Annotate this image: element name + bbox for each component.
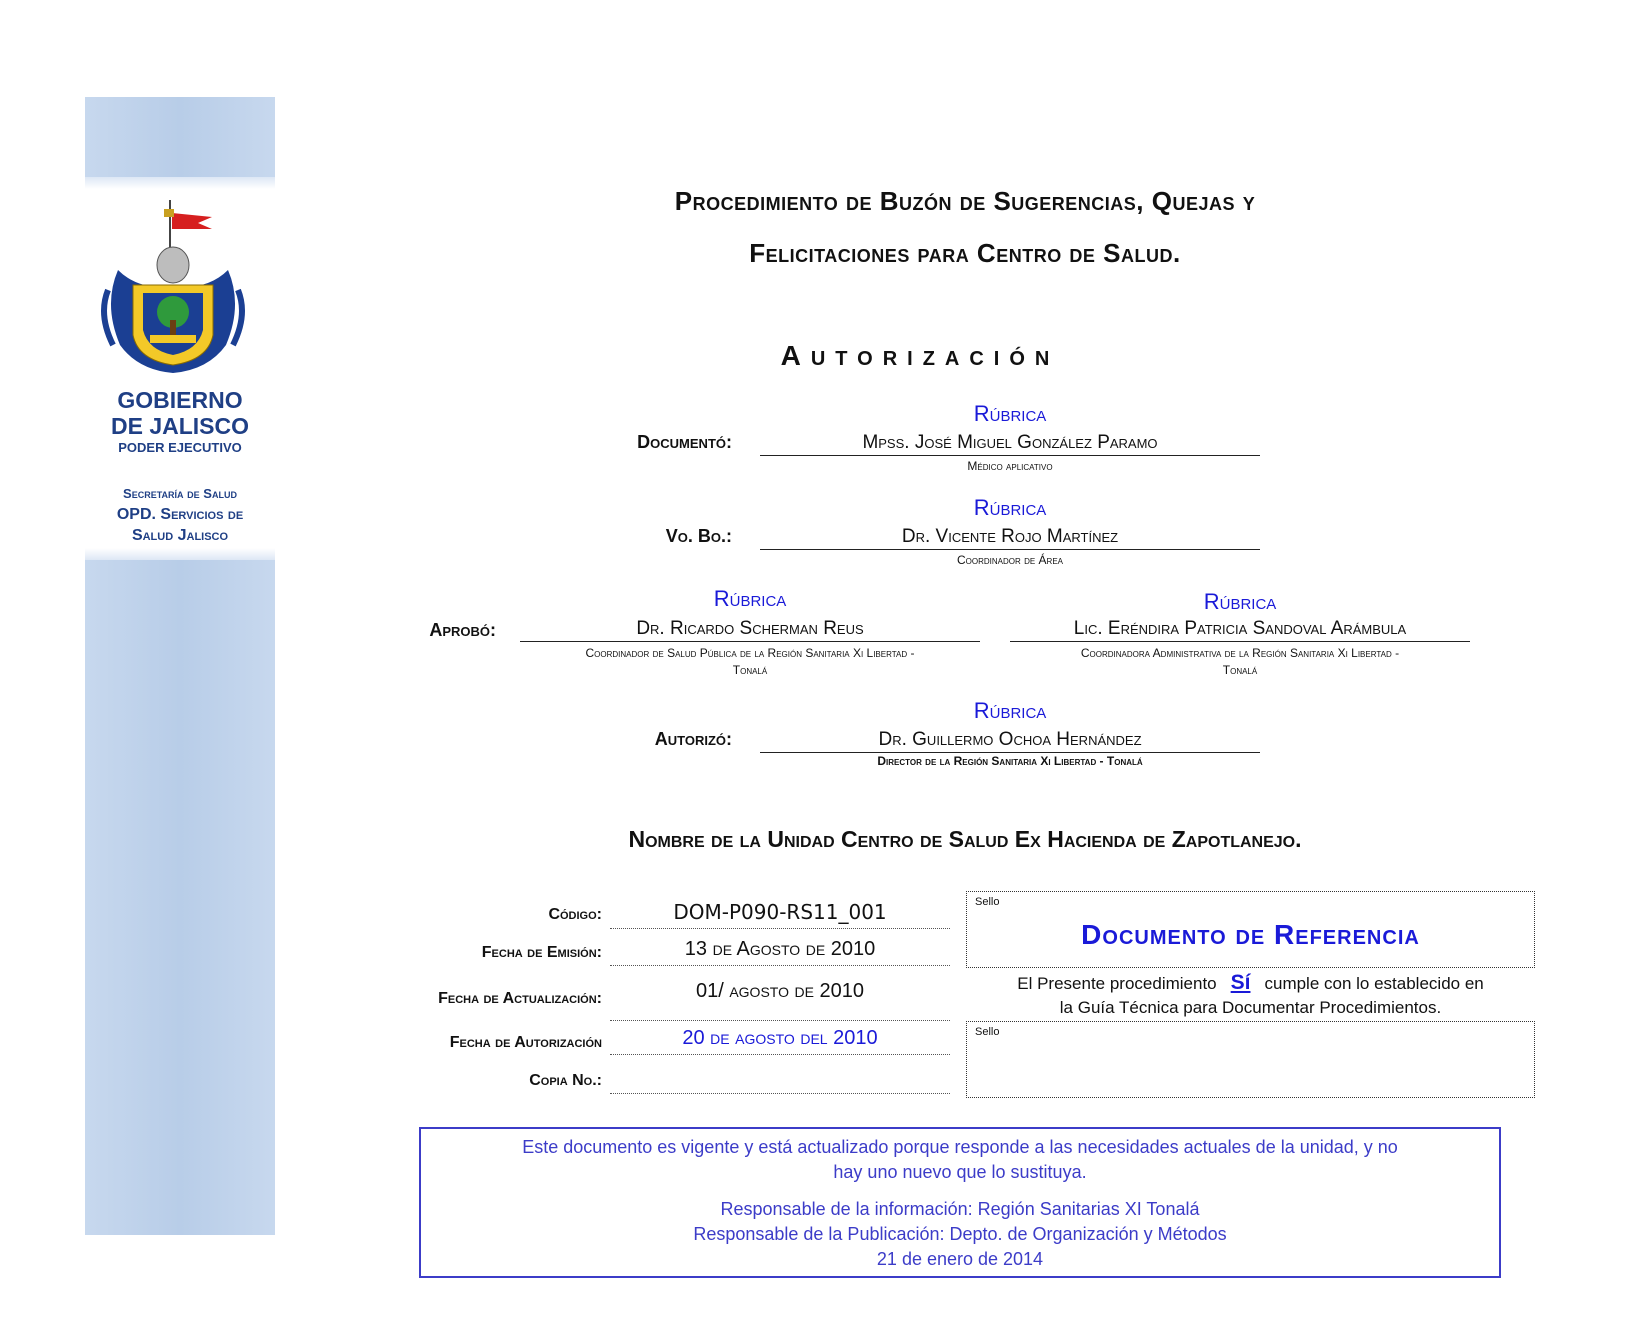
- sello-reference-box: [966, 891, 1535, 968]
- documento-name: Mpss. José Miguel González Paramo: [760, 432, 1260, 456]
- aprobo-left-rubrica: Rúbrica: [713, 586, 787, 611]
- codigo-value: DOM-P090-RS11_001: [610, 900, 950, 929]
- unit-name: Nombre de la Unidad Centro de Salud Ex Hacienda de Zapotlanejo.: [628, 826, 1302, 852]
- notice-line-2: hay uno nuevo que lo sustituya.: [833, 1162, 1087, 1182]
- sidebar-fade-top: [85, 177, 275, 189]
- cumple-pre-text: El Presente procedimiento: [1017, 974, 1217, 993]
- documento-rubrica: Rúbrica: [973, 401, 1047, 426]
- sidebar-fade-bottom: [85, 548, 275, 560]
- sello-top-label: Sello: [975, 896, 1000, 908]
- codigo-label: Código:: [548, 906, 602, 923]
- validity-notice: [419, 1127, 1501, 1278]
- autorizo-role: Director de la Región Sanitaria Xi Libertad - Tonalá: [877, 754, 1143, 768]
- aprobo-right-role: Coordinadora Administrativa de la Región Sanitaria Xi Libertad - Tonalá: [1080, 646, 1400, 677]
- gov-title: GOBIERNO DE JALISCO: [110, 387, 250, 439]
- copia-value: [610, 1066, 950, 1094]
- aprobo-left-role: Coordinador de Salud Pública de la Región Sanitaria Xi Libertad - Tonalá: [585, 646, 915, 677]
- authorization-heading: Autorización: [780, 340, 1060, 371]
- emision-value: 13 de Agosto de 2010: [610, 938, 950, 966]
- sidebar-top-band: [85, 97, 275, 177]
- cumple-statement: [966, 971, 1535, 1020]
- notice-line-4: Responsable de la Publicación: Depto. de Organización y Métodos: [693, 1224, 1227, 1244]
- documento-label: Documentó:: [637, 432, 732, 452]
- vobo-rubrica: Rúbrica: [973, 495, 1047, 520]
- actualizacion-label: Fecha de Actualización:: [438, 990, 602, 1007]
- sec-line-2: OPD. Servicios de: [116, 506, 244, 523]
- sello-stamp-box: [966, 1021, 1535, 1098]
- aprobo-left-name: Dr. Ricardo Scherman Reus: [520, 618, 980, 642]
- secretaria-block: [85, 483, 275, 546]
- copia-label: Copia No.:: [529, 1072, 602, 1089]
- aprobo-right-rubrica: Rúbrica: [1203, 589, 1277, 614]
- notice-line-1: Este documento es vigente y está actualizado porque responde a las necesidades actuales de la unidad, y no: [522, 1137, 1398, 1157]
- notice-line-5: 21 de enero de 2014: [876, 1249, 1044, 1269]
- vobo-name: Dr. Vicente Rojo Martínez: [760, 526, 1260, 550]
- autorizacion-value: 20 de agosto del 2010: [610, 1027, 950, 1055]
- sec-line-1: Secretaría de Salud: [123, 486, 237, 501]
- autorizacion-label: Fecha de Autorización: [449, 1034, 602, 1051]
- vobo-label: Vo. Bo.:: [665, 526, 732, 546]
- autorizo-rubrica: Rúbrica: [973, 698, 1047, 723]
- notice-line-3: Responsable de la información: Región Sanitarias XI Tonalá: [720, 1199, 1200, 1219]
- vobo-role: Coordinador de Área: [956, 553, 1063, 567]
- coat-of-arms-logo: [98, 195, 248, 380]
- aprobo-right-name: Lic. Eréndira Patricia Sandoval Arámbula: [1010, 618, 1470, 642]
- documento-referencia: Documento de Referencia: [1081, 919, 1420, 950]
- autorizo-label: Autorizó:: [654, 729, 732, 749]
- document-title: Procedimiento de Buzón de Sugerencias, Quejas y Felicitaciones para Centro de Salud.: [674, 186, 1256, 268]
- sello-bottom-label: Sello: [975, 1026, 1000, 1038]
- aprobo-label: Aprobó:: [429, 620, 496, 640]
- documento-role: Médico aplicativo: [967, 459, 1053, 473]
- si-mark: Sí: [1230, 971, 1251, 994]
- sec-line-3: Salud Jalisco: [131, 527, 229, 544]
- emision-label: Fecha de Emisión:: [481, 944, 602, 961]
- cumple-post-text: cumple con lo establecido en: [1264, 974, 1484, 993]
- cumple-line-2: la Guía Técnica para Documentar Procedimientos.: [1059, 998, 1442, 1017]
- sidebar-bottom-band: [85, 560, 275, 1235]
- gov-subtitle: PODER EJECUTIVO: [118, 440, 242, 455]
- autorizo-name: Dr. Guillermo Ochoa Hernández: [760, 729, 1260, 753]
- actualizacion-value: 01/ agosto de 2010: [610, 982, 950, 1021]
